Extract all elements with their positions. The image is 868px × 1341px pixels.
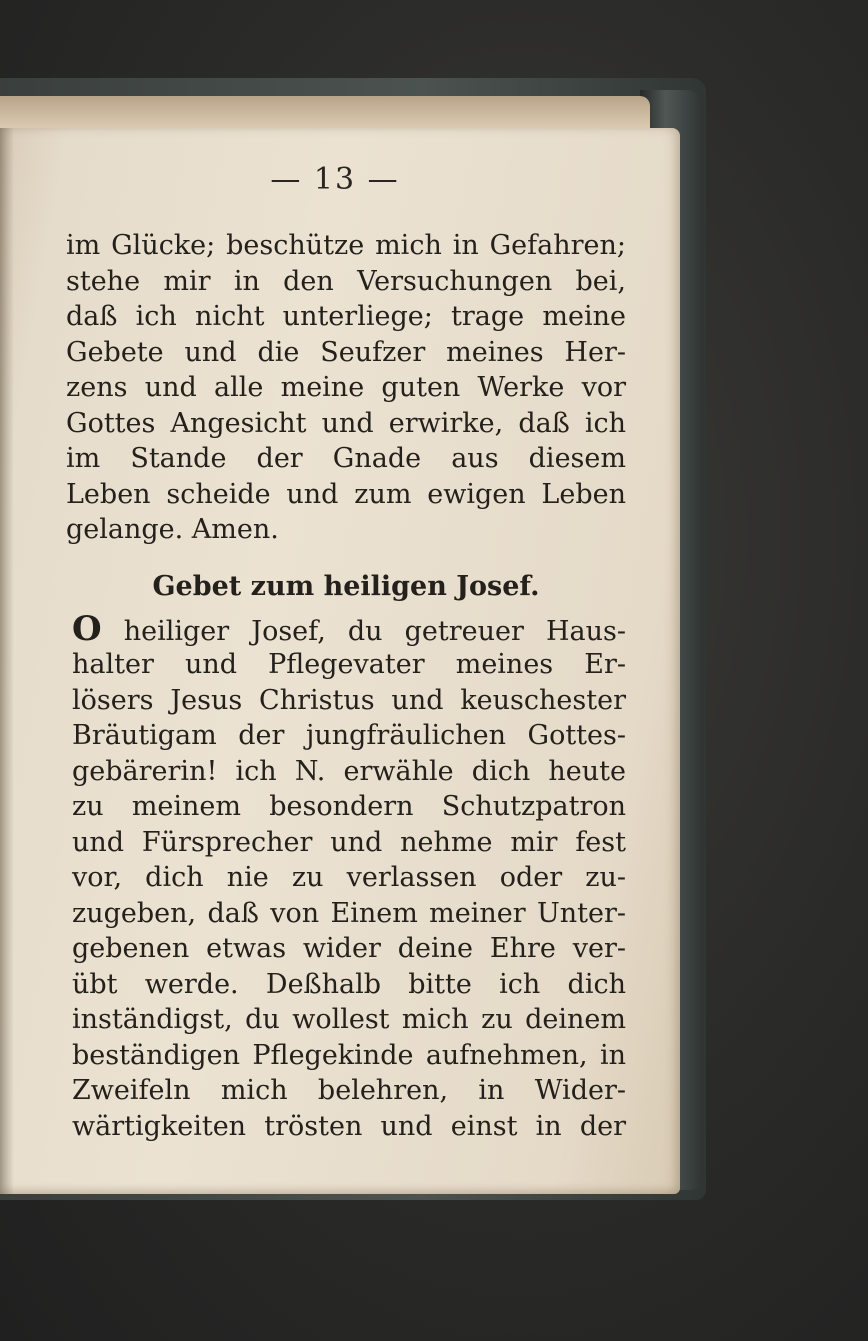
- initial-letter: O: [72, 608, 102, 649]
- text-line: Zweifeln mich belehren, in Wider-: [72, 1075, 626, 1106]
- text-line: beständigen Pflegekinde aufnehmen, in: [72, 1039, 626, 1071]
- text-line: stehe mir in den Versuchungen bei,: [66, 265, 626, 297]
- spine-shadow: [0, 128, 14, 1194]
- text-line: vor, dich nie zu verlassen oder zu-: [72, 862, 626, 893]
- text-line: übt werde. Deßhalb bitte ich dich: [72, 968, 626, 1000]
- text-line: zens und alle meine guten Werke vor: [66, 372, 626, 403]
- text-line: im Glücke; beschütze mich in Gefahren;: [66, 230, 626, 261]
- text-line: gebenen etwas wider deine Ehre ver-: [72, 933, 626, 964]
- text-line: gebärerin! ich N. erwähle dich heute: [72, 755, 626, 787]
- text-line: lösers Jesus Christus und keuschester: [72, 684, 626, 716]
- text-line: Gebete und die Seufzer meines Her-: [66, 336, 626, 368]
- text-line: und Fürsprecher und nehme mir fest: [72, 826, 626, 858]
- prayer-continued: [66, 228, 626, 548]
- book-page: [0, 128, 680, 1194]
- text-line: Leben scheide und zum ewigen Leben: [66, 478, 626, 510]
- text-line: inständigst, du wollest mich zu deinem: [72, 1004, 626, 1035]
- text-line: daß ich nicht unterliege; trage meine: [66, 301, 626, 332]
- prayer-josef: [66, 608, 626, 1145]
- text-line: im Stande der Gnade aus diesem: [66, 443, 626, 474]
- text-line: Gottes Angesicht und erwirke, daß ich: [66, 407, 626, 439]
- text-line: zugeben, daß von Einem meiner Unter-: [72, 897, 626, 929]
- text-line: halter und Pflegevater meines Er-: [72, 649, 626, 680]
- text-line: zu meinem besondern Schutzpatron: [72, 791, 626, 822]
- text-block: [66, 228, 626, 1144]
- text-line: gelange. Amen.: [66, 514, 279, 545]
- text-line-first: [66, 608, 626, 649]
- page-number: — 13 —: [270, 162, 400, 197]
- first-line-text: heiliger Josef, du getreuer Haus-: [101, 615, 626, 647]
- text-line: Bräutigam der jungfräulichen Gottes-: [72, 720, 626, 751]
- text-line: wärtigkeiten trösten und einst in der: [72, 1110, 626, 1142]
- section-heading: Gebet zum heiligen Josef.: [152, 570, 540, 602]
